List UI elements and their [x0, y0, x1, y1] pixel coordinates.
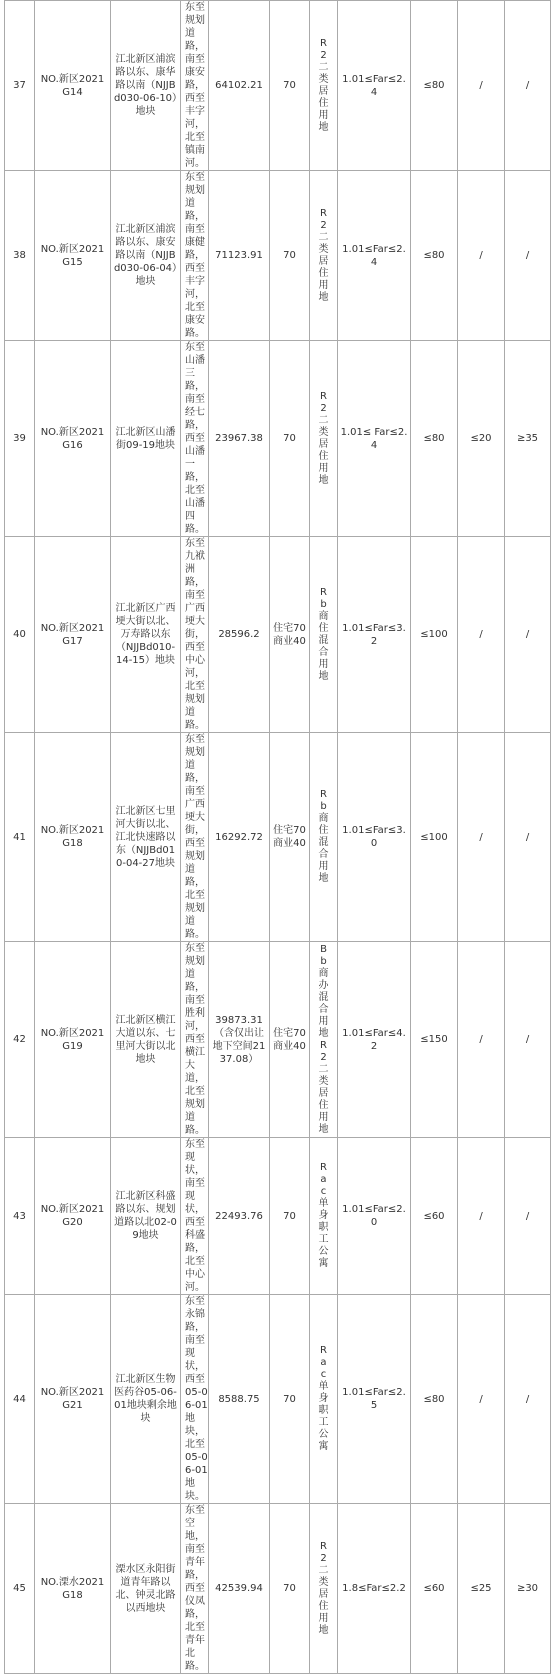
col-9-cell	[505, 1, 551, 171]
table-row	[5, 537, 551, 733]
plot-code-cell	[35, 942, 111, 1138]
plot-boundaries: 东至规划道路，南至康健路，西至丰字河，北至康安路。	[185, 172, 205, 339]
col-9: /	[525, 831, 530, 843]
row-index: 44	[13, 1393, 26, 1405]
site-area-cell	[209, 537, 270, 733]
land-use: Rb商住混合用地	[318, 789, 329, 884]
building-height: ≤80	[423, 1393, 445, 1405]
row-index-cell	[5, 1295, 35, 1504]
use-years-cell	[270, 1138, 310, 1295]
col-8: ≤25	[470, 1583, 492, 1594]
plot-name: 江北新区浦滨路以东、康华路以南（NJJBd030-06-10）地块	[113, 54, 178, 117]
plot-name-cell	[111, 171, 181, 341]
land-parcel-table	[4, 0, 551, 1674]
floor-area-ratio-cell	[338, 341, 411, 537]
col-9-cell	[505, 341, 551, 537]
land-use-cell	[310, 341, 338, 537]
floor-area-ratio-cell	[338, 1295, 411, 1504]
land-use-cell	[310, 1138, 338, 1295]
plot-boundaries: 东至永锦路，南至现状，西至05-06-01地块，北至05-06-01地块。	[185, 1296, 208, 1502]
plot-code-cell	[35, 733, 111, 942]
land-use-cell	[310, 171, 338, 341]
plot-boundaries-cell	[181, 341, 209, 537]
plot-boundaries: 东至空地，南至青年路，西至仪凤路，北至青年北路。	[185, 1505, 205, 1672]
plot-name: 江北新区科盛路以东、规划道路以北02-09地块	[114, 1191, 177, 1241]
plot-code-cell	[35, 1504, 111, 1674]
plot-name: 江北新区山潘街09-19地块	[115, 426, 176, 451]
table-row	[5, 942, 551, 1138]
land-use-cell	[310, 1, 338, 171]
plot-name-cell	[111, 1, 181, 171]
site-area-cell	[209, 1, 270, 171]
col-9: /	[525, 629, 530, 640]
col-8: /	[479, 629, 483, 640]
floor-area-ratio: 1.01≤Far≤2.0	[342, 1204, 406, 1228]
use-years: 70	[283, 1393, 296, 1405]
col-8: /	[479, 1210, 483, 1222]
site-area: 8588.75	[218, 1393, 260, 1405]
site-area-cell	[209, 171, 270, 341]
col-9-cell	[505, 171, 551, 341]
plot-name: 江北新区生物医药谷05-06-01地块剩余地块	[114, 1374, 177, 1424]
plot-code-cell	[35, 341, 111, 537]
plot-boundaries-cell	[181, 537, 209, 733]
plot-name-cell	[111, 942, 181, 1138]
plot-boundaries: 东至山潘三路，南至经七路，西至山潘一路，北至山潘四路。	[185, 342, 205, 535]
plot-name-cell	[111, 1138, 181, 1295]
building-height-cell	[411, 537, 458, 733]
row-index: 38	[13, 250, 26, 261]
use-years: 70	[283, 433, 296, 444]
table-row	[5, 171, 551, 341]
use-years-cell	[270, 1, 310, 171]
building-height-cell	[411, 942, 458, 1138]
use-years-cell	[270, 1295, 310, 1504]
plot-code: NO.新区2021G15	[40, 243, 105, 268]
row-index-cell	[5, 341, 35, 537]
building-height-cell	[411, 1504, 458, 1674]
site-area-cell	[209, 341, 270, 537]
land-use: R2二类居住用地	[318, 390, 329, 486]
site-area: 23967.38	[215, 433, 263, 444]
plot-code-cell	[35, 537, 111, 733]
use-years: 住宅70商业40	[273, 825, 306, 849]
row-index-cell	[5, 171, 35, 341]
floor-area-ratio: 1.01≤ Far≤2.4	[340, 426, 408, 451]
plot-code: NO.溧水2021G18	[40, 1576, 105, 1601]
floor-area-ratio-cell	[338, 1, 411, 171]
building-height: ≤60	[423, 1583, 445, 1594]
use-years: 住宅70商业40	[273, 622, 306, 647]
floor-area-ratio-cell	[338, 942, 411, 1138]
col-8-cell	[458, 537, 505, 733]
col-8-cell	[458, 1, 505, 171]
plot-name-cell	[111, 537, 181, 733]
floor-area-ratio: 1.01≤Far≤2.4	[342, 243, 406, 268]
building-height: ≤150	[420, 1034, 448, 1045]
building-height: ≤100	[420, 629, 448, 640]
table-row	[5, 1, 551, 171]
table-row	[5, 1504, 551, 1674]
row-index: 39	[13, 433, 26, 444]
land-use-cell	[310, 1295, 338, 1504]
row-index-cell	[5, 1138, 35, 1295]
site-area: 64102.21	[215, 80, 263, 91]
plot-name: 江北新区广西埂大街以北、万寿路以东（NJJBd010-14-15）地块	[115, 603, 176, 666]
floor-area-ratio-cell	[338, 1138, 411, 1295]
col-9-cell	[505, 942, 551, 1138]
col-9: ≥30	[516, 1583, 539, 1594]
plot-code: NO.新区2021G21	[40, 1387, 105, 1411]
building-height-cell	[411, 171, 458, 341]
col-8: /	[479, 1034, 483, 1045]
plot-boundaries-cell	[181, 1504, 209, 1674]
site-area: 71123.91	[215, 250, 263, 261]
plot-boundaries-cell	[181, 1138, 209, 1295]
plot-code: NO.新区2021G18	[40, 825, 105, 849]
site-area-cell	[209, 1138, 270, 1295]
building-height: ≤80	[423, 433, 445, 444]
col-9-cell	[505, 1138, 551, 1295]
land-use-cell	[310, 537, 338, 733]
site-area-cell	[209, 942, 270, 1138]
building-height-cell	[411, 1138, 458, 1295]
land-use: R2二类居住用地	[318, 37, 329, 133]
use-years-cell	[270, 942, 310, 1138]
row-index: 37	[13, 80, 26, 91]
plot-boundaries-cell	[181, 1, 209, 171]
building-height-cell	[411, 1295, 458, 1504]
use-years-cell	[270, 1504, 310, 1674]
plot-boundaries-cell	[181, 733, 209, 942]
row-index: 40	[13, 629, 26, 640]
building-height: ≤80	[423, 250, 445, 261]
use-years-cell	[270, 341, 310, 537]
site-area-cell	[209, 733, 270, 942]
plot-boundaries-cell	[181, 171, 209, 341]
floor-area-ratio: 1.01≤Far≤2.5	[342, 1387, 406, 1411]
land-use: Rac单身职工公寓	[318, 1345, 329, 1452]
floor-area-ratio-cell	[338, 1504, 411, 1674]
col-8: /	[479, 250, 483, 261]
building-height-cell	[411, 1, 458, 171]
plot-boundaries: 东至规划道路，南至康安路，西至丰字河，北至镇南河。	[185, 2, 205, 169]
col-9-cell	[505, 733, 551, 942]
col-9: /	[525, 250, 530, 261]
table-row	[5, 1138, 551, 1295]
plot-code: NO.新区2021G19	[40, 1027, 105, 1052]
row-index-cell	[5, 1, 35, 171]
site-area-cell	[209, 1295, 270, 1504]
plot-code: NO.新区2021G17	[40, 622, 105, 647]
plot-name: 江北新区七里河大街以北、江北快速路以东（NJJBd010-04-27地块	[115, 805, 176, 869]
use-years-cell	[270, 733, 310, 942]
floor-area-ratio-cell	[338, 171, 411, 341]
col-8: ≤20	[470, 433, 492, 444]
plot-boundaries: 东至现状，南至现状，西至科盛路，北至中心河。	[185, 1139, 205, 1293]
land-use: Rac单身职工公寓	[318, 1162, 329, 1269]
land-use-cell	[310, 733, 338, 942]
plot-code: NO.新区2021G14	[40, 73, 105, 98]
col-9-cell	[505, 1504, 551, 1674]
site-area: 16292.72	[215, 831, 263, 843]
use-years: 70	[283, 250, 296, 261]
plot-boundaries: 东至九袱洲路，南至广西埂大街，西至中心河，北至规划道路。	[185, 538, 205, 731]
land-use: Rb商住混合用地	[318, 586, 329, 682]
col-8-cell	[458, 1504, 505, 1674]
site-area: 39873.31（含仅出让地下空间2137.08）	[212, 1014, 266, 1065]
plot-boundaries: 东至规划道路，南至胜利河，西至横江大道，北至规划道路。	[185, 943, 205, 1136]
col-8-cell	[458, 171, 505, 341]
floor-area-ratio: 1.01≤Far≤3.2	[342, 622, 406, 647]
plot-name: 溧水区永阳街道青年路以北、钟灵北路以西地块	[115, 1563, 176, 1614]
site-area: 28596.2	[218, 629, 260, 640]
building-height: ≤100	[420, 831, 448, 843]
floor-area-ratio: 1.01≤Far≤2.4	[342, 73, 406, 98]
row-index: 42	[13, 1034, 26, 1045]
use-years-cell	[270, 537, 310, 733]
col-8-cell	[458, 341, 505, 537]
plot-code-cell	[35, 1, 111, 171]
use-years: 住宅70商业40	[273, 1027, 306, 1052]
land-use: Bb商办混合用地R2二类居住用地	[318, 943, 329, 1135]
plot-code-cell	[35, 171, 111, 341]
building-height: ≤80	[423, 80, 445, 91]
building-height-cell	[411, 733, 458, 942]
table-row	[5, 1295, 551, 1504]
floor-area-ratio: 1.01≤Far≤3.0	[342, 825, 406, 849]
land-use-cell	[310, 1504, 338, 1674]
col-9: /	[525, 1210, 530, 1222]
plot-code-cell	[35, 1295, 111, 1504]
plot-name-cell	[111, 1504, 181, 1674]
col-9-cell	[505, 1295, 551, 1504]
use-years: 70	[283, 1583, 296, 1594]
col-8: /	[479, 1393, 483, 1405]
plot-boundaries-cell	[181, 1295, 209, 1504]
site-area: 22493.76	[215, 1210, 263, 1222]
building-height: ≤60	[423, 1210, 445, 1222]
table-body	[5, 1, 551, 1674]
land-use-cell	[310, 942, 338, 1138]
col-8: /	[479, 80, 483, 91]
use-years: 70	[283, 1210, 296, 1222]
plot-boundaries: 东至规划道路，南至广西埂大街，西至规划道路，北至规划道路。	[185, 734, 205, 940]
floor-area-ratio-cell	[338, 537, 411, 733]
site-area-cell	[209, 1504, 270, 1674]
plot-name-cell	[111, 733, 181, 942]
building-height-cell	[411, 341, 458, 537]
plot-code-cell	[35, 1138, 111, 1295]
land-use: R2二类居住用地	[318, 207, 329, 303]
site-area: 42539.94	[215, 1583, 263, 1594]
row-index: 45	[13, 1583, 26, 1594]
plot-code: NO.新区2021G16	[40, 426, 105, 451]
col-9: /	[525, 1034, 530, 1045]
col-9: ≥35	[516, 433, 539, 444]
use-years-cell	[270, 171, 310, 341]
row-index-cell	[5, 537, 35, 733]
plot-name-cell	[111, 1295, 181, 1504]
col-9-cell	[505, 537, 551, 733]
row-index: 43	[13, 1210, 26, 1222]
col-9: /	[525, 80, 530, 91]
plot-code: NO.新区2021G20	[40, 1204, 105, 1228]
row-index-cell	[5, 733, 35, 942]
plot-name: 江北新区浦滨路以东、康安路以南（NJJBd030-06-04）地块	[113, 224, 178, 287]
plot-name: 江北新区横江大道以东、七里河大街以北地块	[115, 1014, 176, 1065]
plot-boundaries-cell	[181, 942, 209, 1138]
plot-name-cell	[111, 341, 181, 537]
col-8-cell	[458, 733, 505, 942]
land-use: R2二类居住用地	[318, 1540, 329, 1636]
table-row	[5, 733, 551, 942]
col-8-cell	[458, 942, 505, 1138]
row-index: 41	[13, 831, 26, 843]
row-index-cell	[5, 1504, 35, 1674]
floor-area-ratio: 1.8≤Far≤2.2	[342, 1583, 406, 1594]
table-row	[5, 341, 551, 537]
col-8: /	[479, 831, 483, 843]
col-8-cell	[458, 1295, 505, 1504]
floor-area-ratio-cell	[338, 733, 411, 942]
col-8-cell	[458, 1138, 505, 1295]
row-index-cell	[5, 942, 35, 1138]
use-years: 70	[283, 80, 296, 91]
floor-area-ratio: 1.01≤Far≤4.2	[342, 1027, 406, 1052]
col-9: /	[525, 1393, 530, 1405]
